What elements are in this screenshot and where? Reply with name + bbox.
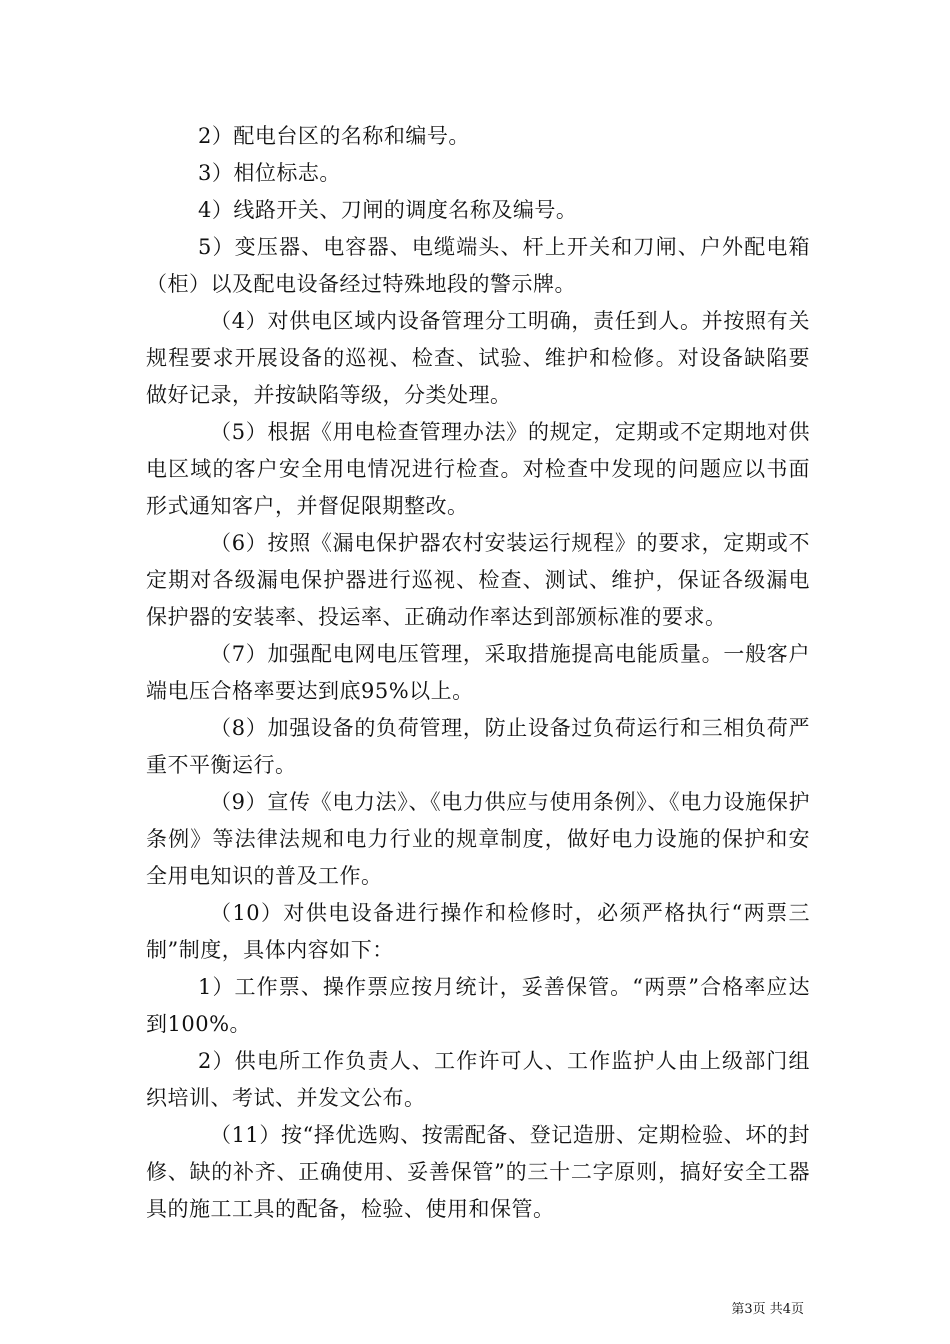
paragraph-subitem-1: 1）工作票、操作票应按月统计，妥善保管。“两票”合格率应达到100%。 bbox=[146, 975, 810, 1036]
paragraph-section-11: （11）按“择优选购、按需配备、登记造册、定期检验、坏的封修、缺的补齐、正确使用、妥善保管”的三十二字原则，搞好安全工器具的施工工具的配备，检验、使用和保管。 bbox=[146, 1123, 810, 1221]
paragraph-item-5: 5）变压器、电容器、电缆端头、杆上开关和刀闸、户外配电箱（柜）以及配电设备经过特殊地段的警示牌。 bbox=[146, 235, 810, 296]
page-number-footer: 第3页 共4页 bbox=[731, 1302, 804, 1317]
paragraph-section-5: （5）根据《用电检查管理办法》的规定，定期或不定期地对供电区域的客户安全用电情况进行检查。对检查中发现的问题应以书面形式通知客户，并督促限期整改。 bbox=[146, 420, 810, 518]
paragraph-section-4: （4）对供电区域内设备管理分工明确，责任到人。并按照有关规程要求开展设备的巡视、检查、试验、维护和检修。对设备缺陷要做好记录，并按缺陷等级，分类处理。 bbox=[146, 309, 810, 407]
paragraph-item-3: 3）相位标志。 bbox=[198, 161, 341, 185]
paragraph-section-8: （8）加强设备的负荷管理，防止设备过负荷运行和三相负荷严重不平衡运行。 bbox=[146, 716, 810, 777]
paragraph-item-2: 2）配电台区的名称和编号。 bbox=[198, 124, 470, 148]
paragraph-section-7: （7）加强配电网电压管理，采取措施提高电能质量。一般客户端电压合格率要达到底95%以上。 bbox=[146, 642, 810, 703]
paragraph-section-10: （10）对供电设备进行操作和检修时，必须严格执行“两票三制”制度，具体内容如下： bbox=[146, 901, 810, 962]
paragraph-section-9: （9）宣传《电力法》、《电力供应与使用条例》、《电力设施保护条例》等法律法规和电力行业的规章制度，做好电力设施的保护和安全用电知识的普及工作。 bbox=[146, 790, 810, 888]
paragraph-subitem-2: 2）供电所工作负责人、工作许可人、工作监护人由上级部门组织培训、考试、并发文公布。 bbox=[146, 1049, 810, 1110]
paragraph-section-6: （6）按照《漏电保护器农村安装运行规程》的要求，定期或不定期对各级漏电保护器进行巡视、检查、测试、维护，保证各级漏电保护器的安装率、投运率、正确动作率达到部颁标准的要求。 bbox=[146, 531, 810, 629]
paragraph-item-4: 4）线路开关、刀闸的调度名称及编号。 bbox=[198, 198, 578, 222]
